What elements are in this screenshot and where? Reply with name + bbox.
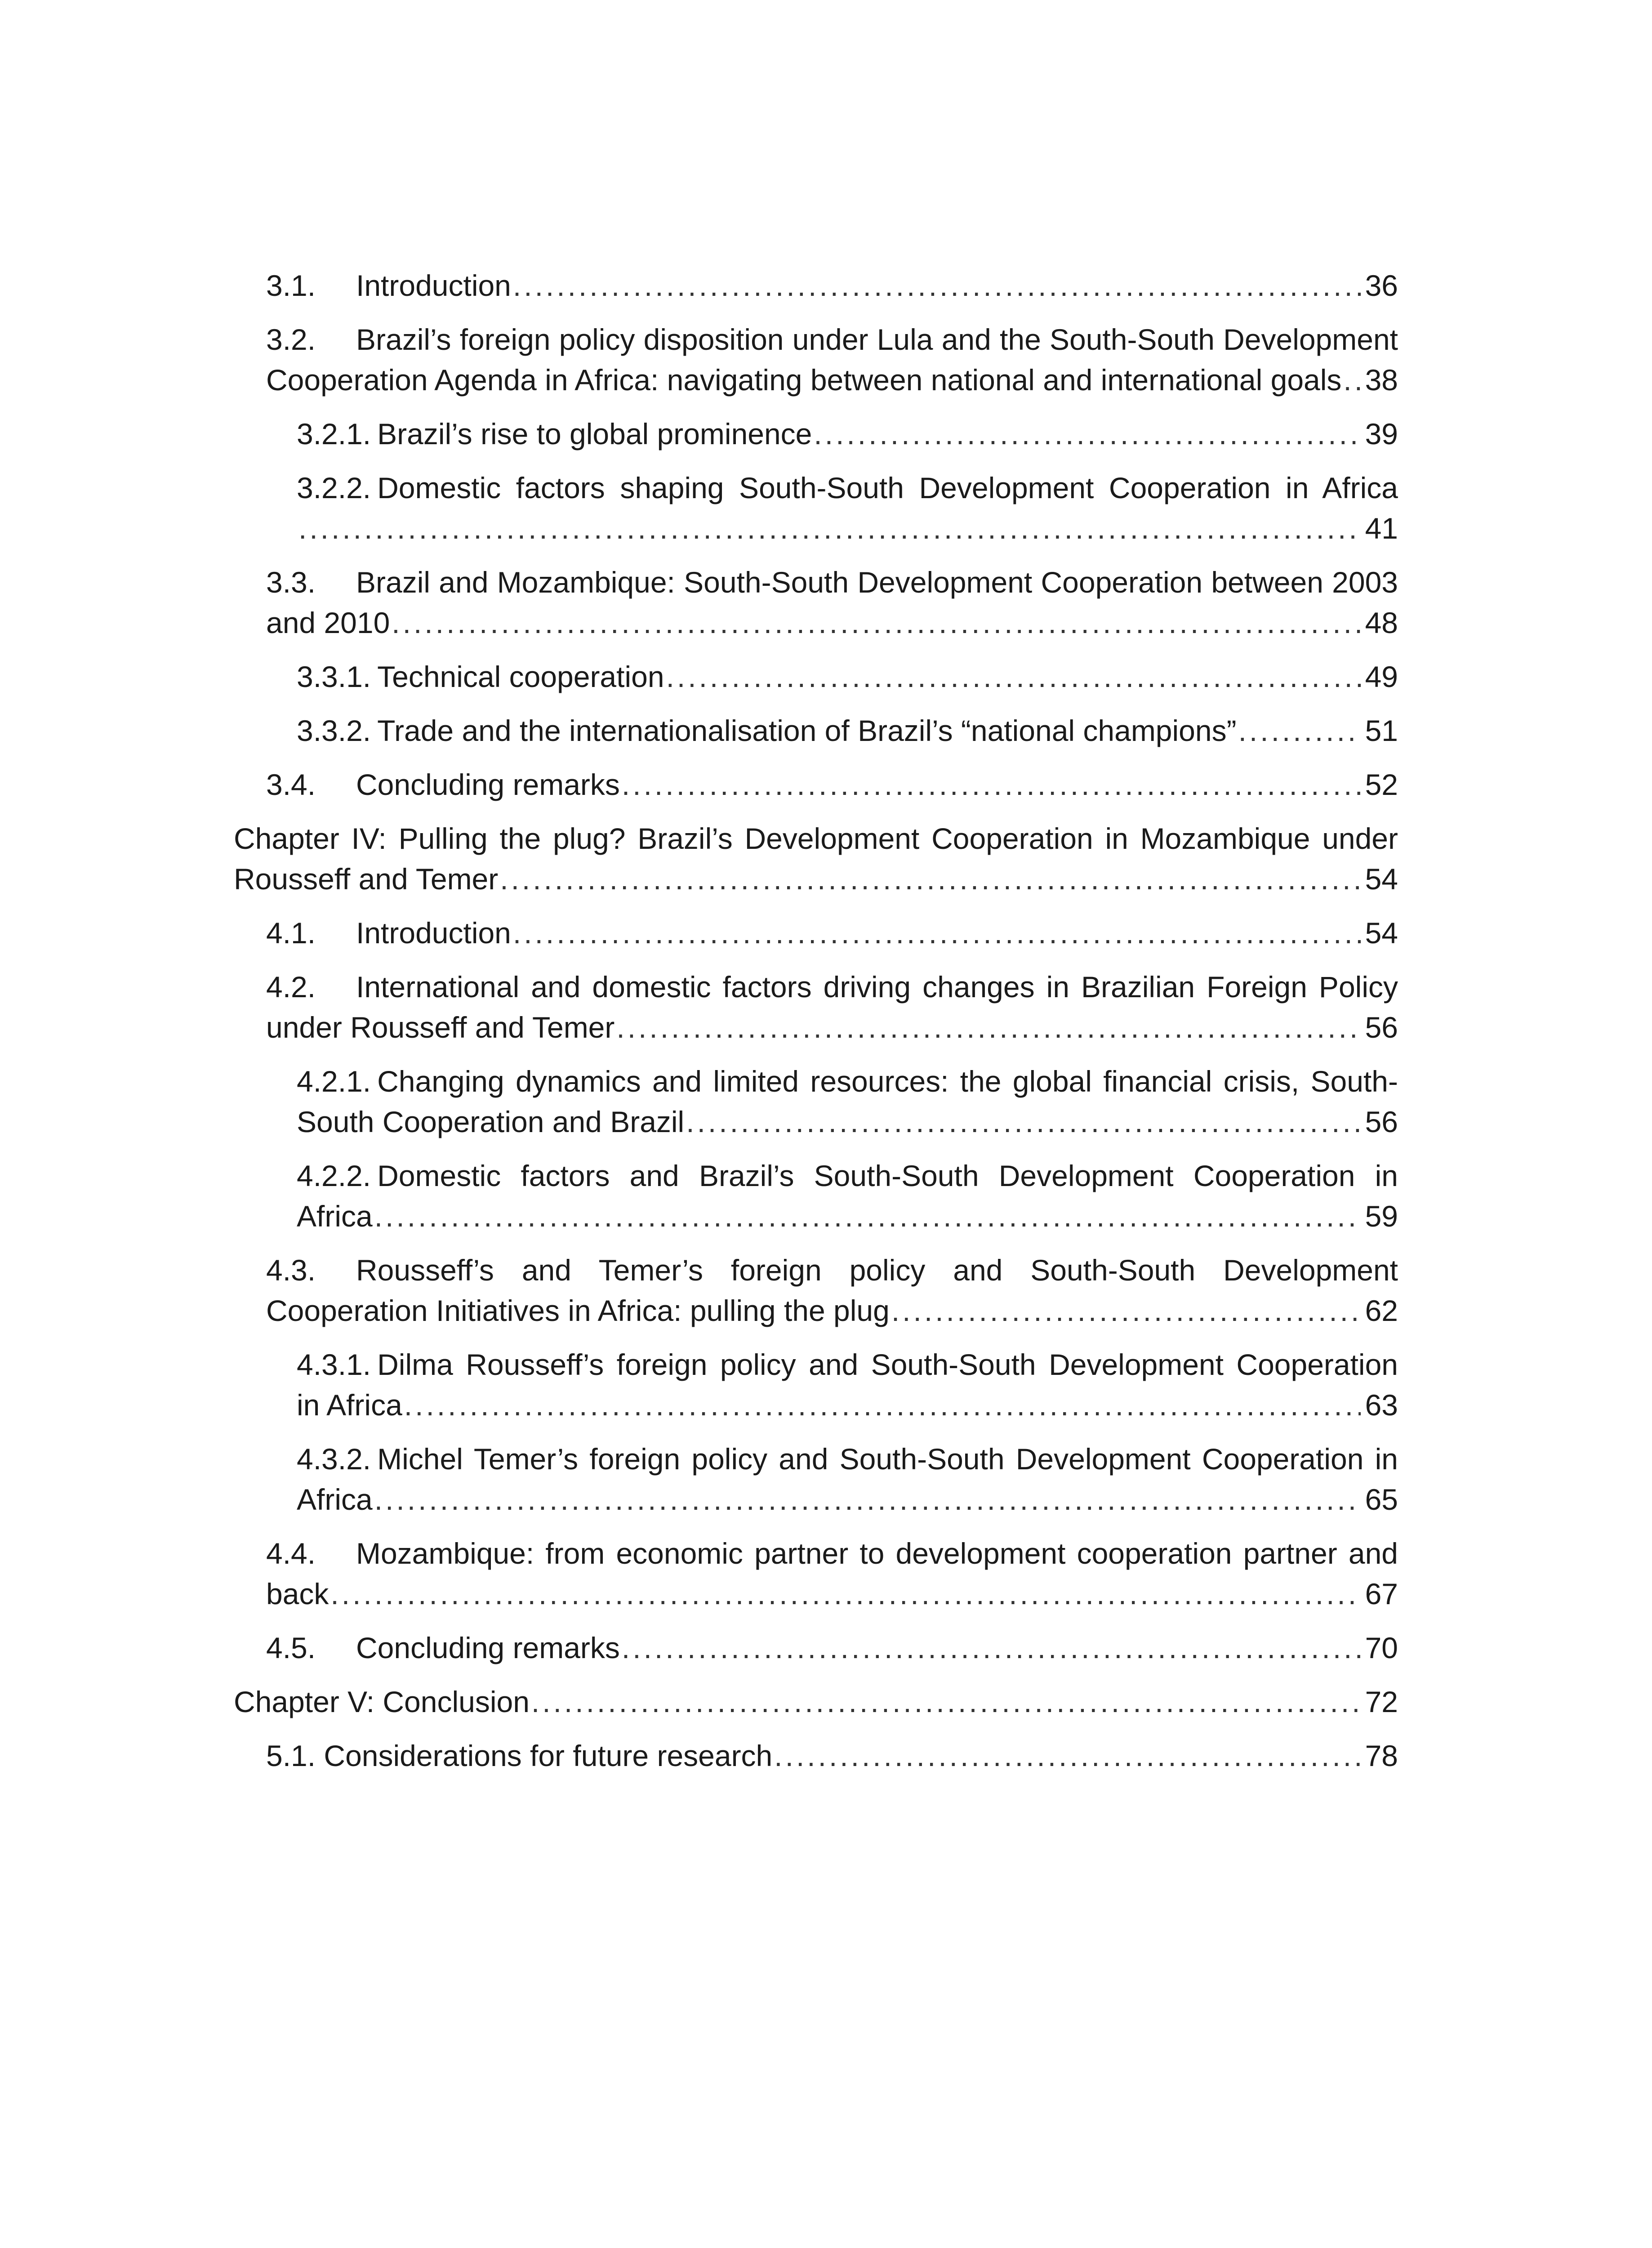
toc-entry-lead xyxy=(266,1007,614,1048)
toc-entry-line xyxy=(297,656,1398,697)
toc-entry[interactable] xyxy=(266,265,1398,306)
dot-leader xyxy=(1238,710,1361,751)
toc-entry-line xyxy=(266,1007,1398,1048)
toc-entry[interactable] xyxy=(266,1735,1398,1776)
toc-entry[interactable] xyxy=(266,1250,1398,1331)
toc-entry-title: 5.1. Considerations for future research xyxy=(266,1739,773,1772)
toc-entry-title: Brazil’s foreign policy disposition under Lula and the South-South Development xyxy=(356,323,1398,356)
dot-leader xyxy=(891,1290,1361,1331)
toc-entry-number: 3.2.2. xyxy=(297,471,371,504)
toc-entry-first-line xyxy=(266,319,1398,360)
toc-entry-line xyxy=(297,1385,1398,1425)
toc-entry[interactable] xyxy=(266,319,1398,400)
dot-leader xyxy=(374,1196,1361,1236)
page-number: 65 xyxy=(1365,1483,1398,1516)
toc-entry[interactable] xyxy=(234,818,1398,899)
toc-entry-first-line xyxy=(266,1533,1398,1574)
toc-entry-line xyxy=(266,1574,1398,1614)
toc-entry-number: 4.4. xyxy=(266,1537,316,1570)
toc-entry-lead xyxy=(266,1628,620,1668)
toc-entry[interactable] xyxy=(266,1533,1398,1614)
toc-entry-first-line xyxy=(297,1344,1398,1385)
toc-entry-lead xyxy=(297,710,1237,751)
toc-entry-number: 4.3. xyxy=(266,1253,316,1287)
dot-leader xyxy=(404,1385,1361,1425)
toc-entry[interactable] xyxy=(266,967,1398,1048)
toc-entry-title: Introduction xyxy=(356,269,511,302)
toc-entry-title: Introduction xyxy=(356,916,511,950)
toc-entry-number: 4.2.1. xyxy=(297,1065,371,1098)
toc-entry-title: Chapter IV: Pulling the plug? Brazil’s Development Cooperation in Mozambique under xyxy=(234,822,1398,855)
toc-entry-title: Dilma Rousseff’s foreign policy and South-South Development Cooperation xyxy=(377,1348,1398,1381)
toc-entry-title-continued: in Africa xyxy=(297,1388,402,1422)
toc-entry-number: 3.1. xyxy=(266,269,316,302)
toc-entry-title: Chapter V: Conclusion xyxy=(234,1685,530,1718)
toc-entry[interactable] xyxy=(266,562,1398,643)
toc-entry-title: Trade and the internationalisation of Brazil’s “national champions” xyxy=(377,714,1237,747)
page-number: 62 xyxy=(1365,1294,1398,1327)
toc-entry[interactable] xyxy=(297,1155,1398,1236)
toc-entry[interactable] xyxy=(297,1439,1398,1520)
toc-entry-line xyxy=(297,1479,1398,1520)
page-number: 54 xyxy=(1365,916,1398,950)
dot-leader xyxy=(500,859,1360,899)
toc-entry-line xyxy=(297,710,1398,751)
toc-entry-title: Technical cooperation xyxy=(377,660,664,693)
dot-leader xyxy=(616,1007,1360,1048)
toc-entry-title: Concluding remarks xyxy=(356,1631,620,1664)
page-number: 52 xyxy=(1365,768,1398,801)
toc-entry-title-continued: and 2010 xyxy=(266,606,390,639)
page-number: 56 xyxy=(1365,1011,1398,1044)
page-number: 78 xyxy=(1365,1739,1398,1772)
toc-entry[interactable] xyxy=(297,1061,1398,1142)
page-number: 39 xyxy=(1365,417,1398,450)
page-number: 36 xyxy=(1365,269,1398,302)
toc-entry-number: 4.3.2. xyxy=(297,1442,371,1476)
page-number: 59 xyxy=(1365,1200,1398,1233)
toc-entry-lead xyxy=(266,1290,890,1331)
toc-entry-line xyxy=(297,508,1398,549)
toc-entry-line xyxy=(266,265,1398,306)
page-number: 70 xyxy=(1365,1631,1398,1664)
toc-entry-title: Mozambique: from economic partner to development cooperation partner and xyxy=(356,1537,1398,1570)
toc-entry-first-line xyxy=(297,1155,1398,1196)
toc-entry-lead xyxy=(297,414,812,454)
toc-entry-lead xyxy=(266,913,511,953)
toc-entry-line xyxy=(266,1735,1398,1776)
toc-entry-lead xyxy=(234,1682,530,1722)
page-number: 63 xyxy=(1365,1388,1398,1422)
toc-entry-line xyxy=(266,764,1398,805)
toc-entry-line xyxy=(297,1196,1398,1236)
toc-entry-line xyxy=(297,1102,1398,1142)
toc-entry-number: 4.2.2. xyxy=(297,1159,371,1192)
toc-entry-number: 3.4. xyxy=(266,768,316,801)
toc-entry-title: Michel Temer’s foreign policy and South-South Development Cooperation in xyxy=(377,1442,1398,1476)
toc-entry-first-line xyxy=(266,967,1398,1007)
page-number: 48 xyxy=(1365,606,1398,639)
toc-entry[interactable] xyxy=(297,656,1398,697)
toc-entry-number: 4.3.1. xyxy=(297,1348,371,1381)
toc-entry[interactable] xyxy=(297,414,1398,454)
dot-leader xyxy=(330,1574,1360,1614)
toc-entry-number: 3.3.2. xyxy=(297,714,371,747)
toc-entry-line xyxy=(266,1628,1398,1668)
toc-entry-lead xyxy=(266,1574,329,1614)
toc-entry-title: Rousseff’s and Temer’s foreign policy and South-South Development xyxy=(356,1253,1398,1287)
toc-entry-number: 3.2. xyxy=(266,323,316,356)
toc-entry-title-continued: South Cooperation and Brazil xyxy=(297,1105,685,1138)
toc-entry-title-continued: back xyxy=(266,1577,329,1610)
dot-leader xyxy=(622,1628,1361,1668)
toc-entry-title: Brazil’s rise to global prominence xyxy=(377,417,812,450)
toc-entry-title-continued: Rousseff and Temer xyxy=(234,862,499,896)
toc-entry-number: 3.3. xyxy=(266,566,316,599)
toc-entry-line xyxy=(234,1682,1398,1722)
toc-entry-first-line xyxy=(234,818,1398,859)
toc-entry-title: Domestic factors shaping South-South Development Cooperation in Africa xyxy=(377,471,1398,504)
dot-leader xyxy=(531,1682,1361,1722)
toc-entry-number: 4.2. xyxy=(266,970,316,1004)
page-number: 54 xyxy=(1365,862,1398,896)
toc-entry-title: Concluding remarks xyxy=(356,768,620,801)
toc-entry-number: 3.3.1. xyxy=(297,660,371,693)
dot-leader xyxy=(513,265,1361,306)
toc-entry-lead xyxy=(297,1102,684,1142)
dot-leader xyxy=(686,1102,1360,1142)
toc-entry-first-line xyxy=(266,562,1398,602)
dot-leader xyxy=(1343,360,1360,400)
page-number: 56 xyxy=(1365,1105,1398,1138)
toc-entry-title-continued: Cooperation Agenda in Africa: navigating between national and international goals xyxy=(266,363,1342,397)
toc-entry[interactable] xyxy=(266,764,1398,805)
toc-entry-line xyxy=(234,859,1398,899)
page-number: 49 xyxy=(1365,660,1398,693)
page-number: 41 xyxy=(1365,512,1398,545)
dot-leader xyxy=(622,764,1361,805)
toc-entry-first-line xyxy=(297,1061,1398,1102)
dot-leader xyxy=(374,1479,1361,1520)
table-of-contents xyxy=(234,265,1398,1789)
toc-entry-lead xyxy=(297,1385,402,1425)
dot-leader xyxy=(513,913,1361,953)
toc-entry-number: 3.2.1. xyxy=(297,417,371,450)
dot-leader xyxy=(392,602,1360,643)
toc-entry-line xyxy=(266,602,1398,643)
toc-entry-first-line xyxy=(266,1250,1398,1290)
toc-entry-lead xyxy=(266,602,390,643)
toc-entry-title: Domestic factors and Brazil’s South-South Development Cooperation in xyxy=(377,1159,1398,1192)
toc-entry-number: 4.5. xyxy=(266,1631,316,1664)
toc-entry-first-line xyxy=(297,1439,1398,1479)
toc-entry-title-continued: Africa xyxy=(297,1200,373,1233)
toc-entry-title-continued: Cooperation Initiatives in Africa: pulling the plug xyxy=(266,1294,890,1327)
toc-entry-number: 4.1. xyxy=(266,916,316,950)
toc-entry[interactable] xyxy=(266,1628,1398,1668)
page-number: 67 xyxy=(1365,1577,1398,1610)
toc-entry-title: Brazil and Mozambique: South-South Development Cooperation between 2003 xyxy=(356,566,1398,599)
toc-entry-line xyxy=(297,414,1398,454)
toc-entry-title: Changing dynamics and limited resources: the global financial crisis, South- xyxy=(377,1065,1398,1098)
toc-entry-line xyxy=(266,1290,1398,1331)
toc-entry-lead xyxy=(266,1735,772,1776)
dot-leader xyxy=(814,414,1360,454)
toc-entry-lead xyxy=(297,1196,373,1236)
toc-entry[interactable] xyxy=(297,710,1398,751)
toc-entry[interactable] xyxy=(266,913,1398,953)
dot-leader xyxy=(298,508,1361,549)
toc-entry[interactable] xyxy=(297,1344,1398,1425)
toc-entry-lead xyxy=(266,360,1341,400)
toc-entry-lead xyxy=(266,265,511,306)
toc-entry-first-line xyxy=(297,468,1398,508)
dot-leader xyxy=(774,1735,1360,1776)
page-number: 38 xyxy=(1365,363,1398,397)
toc-entry-line xyxy=(266,360,1398,400)
toc-entry-lead xyxy=(266,764,620,805)
dot-leader xyxy=(666,656,1361,697)
toc-entry-lead xyxy=(234,859,498,899)
page-number: 51 xyxy=(1365,714,1398,747)
toc-entry-lead xyxy=(297,1479,373,1520)
toc-entry-line xyxy=(266,913,1398,953)
toc-entry-title-continued: Africa xyxy=(297,1483,373,1516)
toc-entry[interactable] xyxy=(297,468,1398,549)
page-number: 72 xyxy=(1365,1685,1398,1718)
toc-entry[interactable] xyxy=(234,1682,1398,1722)
toc-entry-title: International and domestic factors driving changes in Brazilian Foreign Policy xyxy=(356,970,1398,1004)
toc-entry-lead xyxy=(297,656,664,697)
toc-entry-title-continued: under Rousseff and Temer xyxy=(266,1011,615,1044)
